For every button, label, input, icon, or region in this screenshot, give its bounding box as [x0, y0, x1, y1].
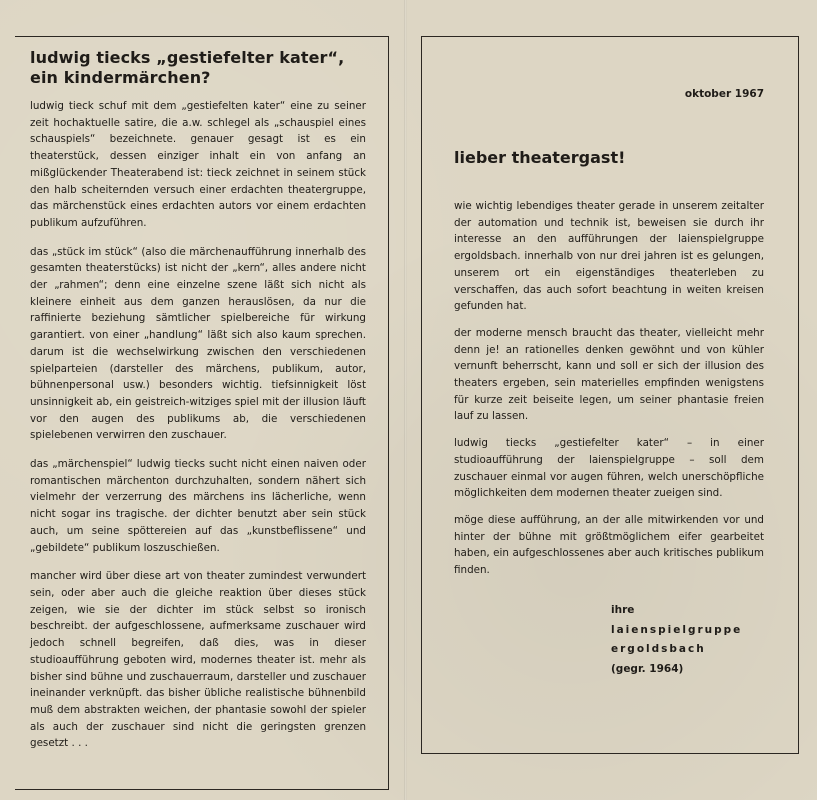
- left-paragraph-4: mancher wird über diese art von theater zumindest verwundert sein, oder aber auch die gleiche reaktion über dieses stück zeigen, wie sie der dichter im stück selbst so ironisch beschreibt. der aufgeschlossene, aufmerksame zuschauer wird jedoch schnell begreifen, daß dies, was in dieser studioaufführung geboten wird, modernes theater ist. mehr als bisher sind bühne und zuschauerraum, darsteller und zuschauer ineinander verknüpft. das bisher übliche realistische bühnenbild muß dem abstrakten weichen, der phantasie sowohl der spieler als auch der zuschauer sind nicht die geringsten grenzen gesetzt . . .: [30, 570, 366, 750]
- left-paragraph-2: das „stück im stück“ (also die märchenaufführung innerhalb des gesamten theaterstücks) ist nicht der „kern“, alles andere nicht der „rahmen“; denn eine einzelne szene läßt sich nicht als kleinere einheit aus dem ganzen herauslösen, da nur die raffinierte beziehung sämtlicher spielbereiche für wirkung garantiert. von einer „handlung“ läßt sich also kaum sprechen. darum ist die wechselwirkung zwischen den verschiedenen spielparteien (darsteller des märchens, publikum, autor, bühnenpersonal usw.) besonders wichtig. tiefsinnigkeit löst unsinnigkeit ab, ein geistreich-witziges spiel mit der illusion läuft vor den augen des publikums ab, die verschiedenen spielebenen verwirren den zuschauer.: [30, 245, 366, 442]
- letter-signature: [611, 601, 742, 679]
- right-paragraph-1: wie wichtig lebendiges theater gerade in unserem zeitalter der automation und technik ist, beweisen sie durch ihr interesse an den aufführungen der laienspielgruppe ergoldsbach. innerhalb von nur drei jahren ist es gelungen, unserem ort ein eigenständiges theaterleben zu verschaffen, das auch sofort beachtung in weiten kreisen gefunden hat.: [454, 200, 764, 313]
- signature-line-1: ihre: [611, 604, 635, 616]
- signature-line-4: (gegr. 1964): [611, 662, 684, 675]
- letter-salutation: lieber theatergast!: [454, 148, 626, 167]
- letter-date: oktober 1967: [684, 88, 764, 100]
- center-fold: [404, 0, 407, 800]
- signature-line-2: laienspielgruppe: [611, 623, 743, 636]
- right-page: [454, 88, 764, 589]
- left-title: ludwig tiecks „gestiefelter kater“, ein kindermärchen?: [30, 48, 345, 87]
- right-paragraph-4: möge diese aufführung, an der alle mitwirkenden vor und hinter der bühne mit größtmöglichem eifer gearbeitet haben, ein aufgeschlossenes aber auch kritisches publikum finden.: [454, 513, 764, 577]
- right-paragraph-3: ludwig tiecks „gestiefelter kater“ – in einer studioaufführung der laienspielgruppe – soll dem zuschauer einmal vor augen führen, welch unerschöpfliche möglichkeiten dem modernen theater zueigen sind.: [454, 437, 764, 500]
- right-paragraph-2: der moderne mensch braucht das theater, vielleicht mehr denn je! an rationelles denken gewöhnt und von kühler vernunft beherrscht, kann und soll er sich der illusion des theaters ergeben, sein materielles empfinden wenigstens für kurze zeit beiseite legen, um seiner phantasie freien lauf zu lassen.: [454, 326, 764, 423]
- left-paragraph-3: das „märchenspiel“ ludwig tiecks sucht nicht einen naiven oder romantischen märchenton durchzuhalten, sondern nähert sich vielmehr der verzerrung des märchens ins lächerliche, wenn nicht sogar ins tragische. der dichter benutzt aber sein stück auch, um seine spöttereien auf das „kunstbeflissene“ und „gebildete“ publikum loszuschießen.: [30, 458, 366, 554]
- left-paragraph-1: ludwig tieck schuf mit dem „gestiefelten kater“ eine zu seiner zeit hochaktuelle satire, die a.w. schlegel als „schauspiel eines schauspiels“ bezeichnete. genauer gesagt ist es ein theaterstück, dessen einziger inhalt ein von anfang an mißglückender Theaterabend ist: tieck zeichnet in seinem stück den halb scheiternden versuch einer erdachten theatergruppe, das märchenstück eines erdachten autors vor einem erdachten publikum aufzuführen.: [30, 100, 366, 229]
- left-page: [30, 48, 366, 764]
- signature-line-3: ergoldsbach: [611, 643, 706, 655]
